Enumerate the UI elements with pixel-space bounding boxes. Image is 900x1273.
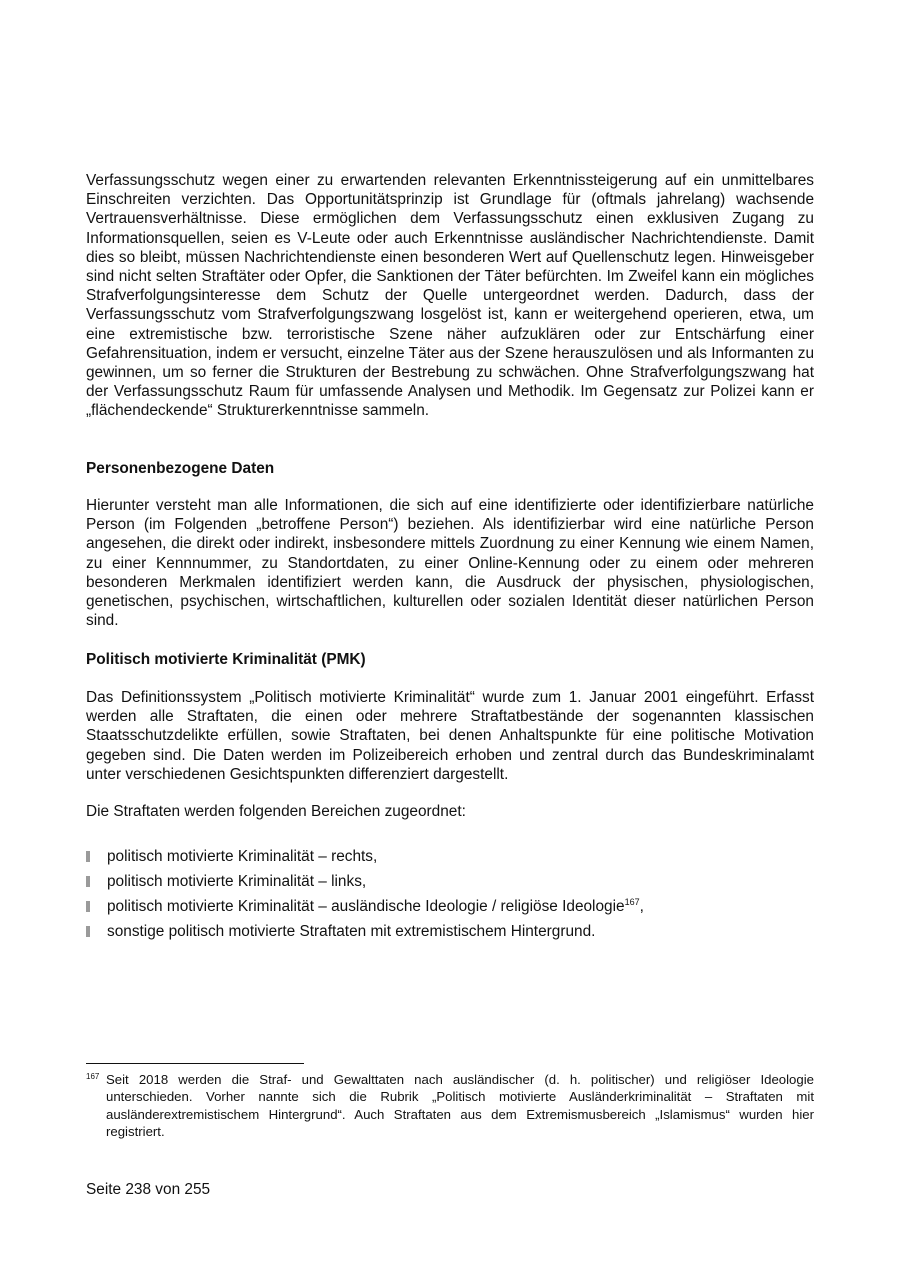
heading-pmk: Politisch motivierte Kriminalität (PMK) (86, 651, 366, 668)
footnote (86, 1071, 814, 1141)
heading-personal-data: Personenbezogene Daten (86, 460, 275, 477)
list-item-text: politisch motivierte Kriminalität – links, (107, 873, 367, 890)
list-item (86, 919, 814, 944)
footnote-separator (86, 1063, 304, 1064)
page-number: Seite 238 von 255 (86, 1181, 211, 1198)
list-item (86, 844, 814, 869)
bullet-icon (86, 851, 90, 862)
bullet-icon (86, 926, 90, 937)
footnote-reference[interactable]: 167 (624, 897, 640, 907)
bullet-icon (86, 901, 90, 912)
footnote-text: Seit 2018 werden die Straf- und Gewalttaten nach ausländischer (d. h. politischer) und religiöser Ideologie unterschieden. Vorher nannte sich die Rubrik „Politisch motivierte Ausländerkriminalität – Straftaten mit ausländerextremistischem Hintergrund“. Auch Straftaten aus dem Extremismusbereich „Islamismus“ wurden hier registriert. (106, 1072, 814, 1140)
list-item-punctuation: , (639, 898, 644, 915)
list-item-text: politisch motivierte Kriminalität – rechts, (107, 848, 378, 865)
paragraph-categories-intro: Die Straftaten werden folgenden Bereichen zugeordnet: (86, 803, 466, 820)
footnote-number-wrap (86, 1071, 106, 1088)
list-item-text: politisch motivierte Kriminalität – ausländische Ideologie / religiöse Ideologie (107, 898, 625, 915)
footnote-number: 167 (86, 1072, 100, 1081)
paragraph-pmk: Das Definitionssystem „Politisch motivierte Kriminalität“ wurde zum 1. Januar 2001 eingeführt. Erfasst werden alle Straftaten, die einen oder mehrere Straftatbestände der sogenannten klassischen Staatsschutzdelikte erfüllen, sowie Straftaten, bei denen Anhaltspunkte für eine politische Motivation gegeben sind. Die Daten werden im Polizeibereich erhoben und zentral durch das Bundeskriminalamt unter verschiedenen Gesichtspunkten differenziert dargestellt. (86, 689, 814, 783)
list-item (86, 869, 814, 894)
paragraph-personal-data: Hierunter versteht man alle Informationen, die sich auf eine identifizierte oder identifizierbare natürliche Person (im Folgenden „betroffene Person“) beziehen. Als identifizierbar wird eine natürliche Person angesehen, die direkt oder indirekt, insbesondere mittels Zuordnung zu einer Kennung wie einem Namen, zu einer Kennnummer, zu Standortdaten, zu einer Online-Kennung oder zu einem oder mehreren besonderen Merkmalen identifiziert werden kann, die Ausdruck der physischen, physiologischen, genetischen, psychischen, wirtschaftlichen, kulturellen oder sozialen Identität dieser natürlichen Person sind. (86, 497, 814, 630)
paragraph-intro: Verfassungsschutz wegen einer zu erwartenden relevanten Erkenntnissteigerung auf ein unmittelbares Einschreiten verzichten. Das Opportunitätsprinzip ist Grundlage für (oftmals jahrelang) wachsende Vertrauensverhältnisse. Diese ermöglichen dem Verfassungsschutz einen exklusiven Zugang zu Informationsquellen, seien es V-Leute oder auch Erkenntnisse ausländischer Nachrichtendienste. Damit dies so bleibt, müssen Nachrichtendienste einen besonderen Wert auf Quellenschutz legen. Hinweisgeber sind nicht selten Straftäter oder Opfer, die Sanktionen der Täter befürchten. Im Zweifel kann ein mögliches Strafverfolgungsinteresse dem Schutz der Quelle untergeordnet werden. Dadurch, dass der Verfassungsschutz vom Strafverfolgungszwang losgelöst ist, kann er weitergehend operieren, etwa, um eine extremistische bzw. terroristische Szene näher aufzuklären oder zur Entschärfung einer Gefahrensituation, indem er versucht, einzelne Täter aus der Szene herauszulösen und als Informanten zu gewinnen, um so ferner die Strukturen der Bestrebung zu schwächen. Ohne Strafverfolgungszwang hat der Verfassungsschutz Raum für umfassende Analysen und Methodik. Im Gegensatz zur Polizei kann er „flächendeckende“ Strukturerkenntnisse sammeln. (86, 172, 814, 420)
list-item-text: sonstige politisch motivierte Straftaten mit extremistischem Hintergrund. (107, 923, 596, 940)
list-item (86, 894, 814, 919)
document-page (86, 0, 814, 1273)
category-list (86, 844, 814, 944)
bullet-icon (86, 876, 90, 887)
